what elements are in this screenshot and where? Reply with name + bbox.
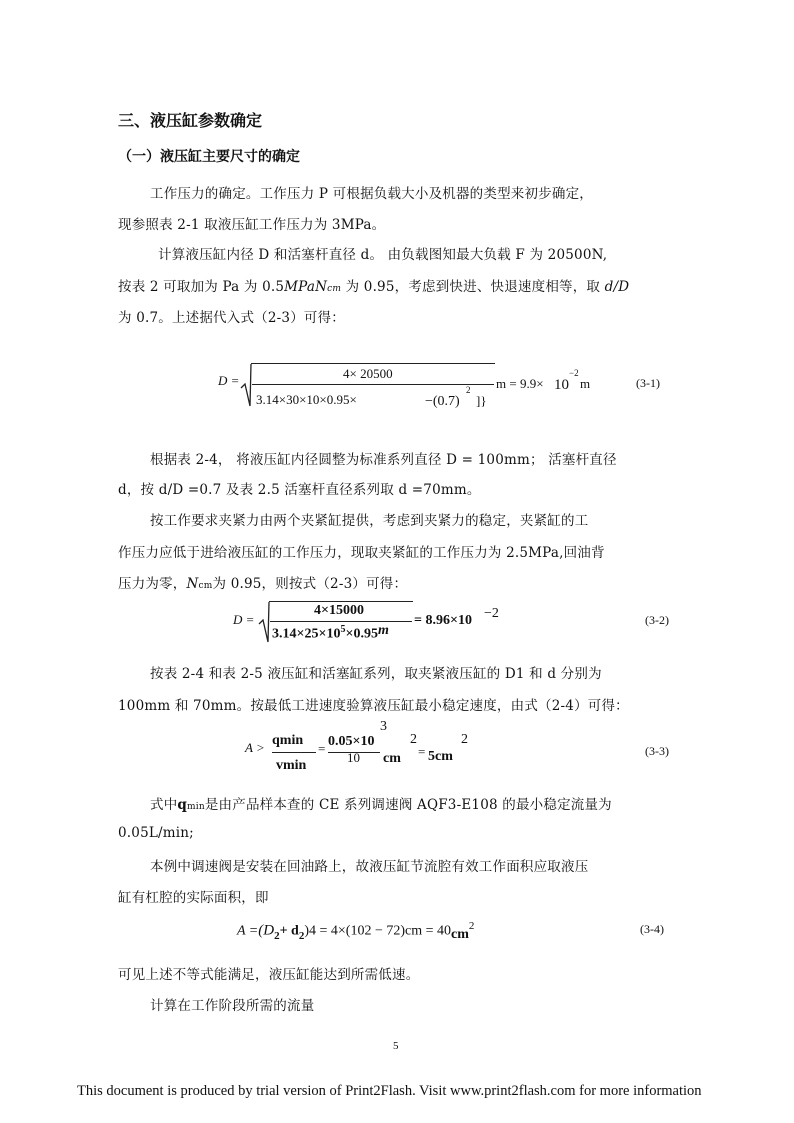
eq2-den-text: 3.14×25×10 [272, 626, 341, 642]
eq2-denominator [272, 624, 389, 643]
eq3-unit: cm [383, 751, 401, 766]
eq3-denominator: 10 [347, 750, 360, 765]
text-segment: 是由产品样本查的 CE 系列调速阀 AQF3-E108 的最小稳定流量为 [204, 797, 612, 813]
eq1-unit: m [580, 376, 591, 391]
eq2-radical-bar [269, 601, 413, 602]
eq2-numerator: 4×15000 [314, 603, 364, 618]
subscript: cm [327, 284, 342, 294]
paragraph-5-line-1: 按表 2-4 和表 2-5 液压缸和活塞缸系列，取夹紧液压缸的 D1 和 d 分别为 [150, 666, 602, 682]
eq3-v-sub: min [283, 758, 307, 773]
eq4-d-term: (D [258, 922, 275, 939]
symbol-text: N [186, 576, 199, 592]
eq2-lhs: D = [233, 612, 255, 627]
paragraph-7-line-2: 缸有杠腔的实际面积，即 [118, 890, 269, 906]
eq3-q-sub: min [279, 733, 304, 748]
eq3-result-exponent: 2 [461, 732, 468, 747]
eq1-radical-bar [251, 363, 495, 364]
eq4-d2-sub: 2 [298, 929, 305, 942]
text-segment: 压力为零， [118, 576, 187, 592]
eq1-brace: ]} [476, 393, 487, 408]
eq3-result: 5cm [428, 749, 453, 764]
eq1-exponent: −2 [569, 368, 579, 378]
eq4-number: (3-4) [640, 922, 664, 936]
text-segment: 式中 [150, 797, 178, 813]
paragraph-5-line-2: 100mm 和 70mm。按最低工进速度验算液压缸最小稳定速度，由式（2-4）可得： [118, 698, 629, 714]
text-segment: 为 0.95，则按式（2-3）可得： [212, 576, 408, 592]
eq3-equals-2: = [418, 744, 426, 759]
eq3-v-min [276, 758, 306, 774]
trial-watermark-footer: This document is produced by trial version of Print2Flash. Visit www.print2flash.com for more information [77, 1083, 702, 1099]
text-segment: 为 0.95，考虑到快进、快退速度相等，取 [341, 279, 605, 295]
eq1-denominator: 3.14×30×10×0.95× [256, 392, 357, 407]
eq1-lhs: D = [218, 373, 240, 388]
eq1-fraction-bar [252, 384, 494, 385]
paragraph-4-line-1: 按工作要求夹紧力由两个夹紧缸提供，考虑到夹紧力的稳定，夹紧缸的工 [150, 513, 589, 529]
paragraph-2-line-3: 为 0.7。上述据代入式（2-3）可得： [118, 310, 346, 326]
eq4-expression [237, 920, 474, 940]
eq3-q-min [272, 733, 303, 749]
paragraph-8-line-2: 计算在工作阶段所需的流量 [150, 998, 315, 1014]
eq2-den-m: m [377, 622, 389, 638]
eq1-radical [240, 362, 252, 408]
paragraph-1-line-1: 工作压力的确定。工作压力 P 可根据负载大小及机器的类型来初步确定， [150, 186, 593, 202]
eq3-number: (3-3) [645, 744, 669, 758]
section-heading: 三、液压缸参数确定 [118, 111, 263, 130]
paragraph-6-line-2: 0.05L/min; [118, 825, 194, 841]
paragraph-4-line-3 [118, 572, 407, 592]
paragraph-3-line-2: d，按 d/D =0.7 及表 2.5 活塞杆直径系列取 d =70mm。 [118, 482, 481, 498]
eq4-rest: )4 = 4×(102 − 72)cm = 40 [304, 923, 452, 939]
eq2-exponent: −2 [484, 606, 499, 621]
paragraph-2-line-1: 计算液压缸内径 D 和活塞杆直径 d。 由负载图知最大负载 F 为 20500N, [158, 247, 608, 263]
paragraph-2-line-2 [118, 275, 629, 295]
paragraph-8-line-1: 可见上述不等式能满足，液压缸能达到所需低速。 [118, 967, 420, 983]
eq3-numerator-exponent: 3 [380, 719, 387, 734]
eq4-exponent: 2 [468, 920, 475, 932]
eq2-den-exponent: 5 [340, 624, 346, 635]
eq4-d-sub: 2 [274, 929, 280, 942]
eq1-mid-term: −(0.7) [425, 394, 460, 409]
paragraph-1-line-2: 现参照表 2-1 取液压缸工作压力为 3MPa。 [118, 217, 386, 233]
eq2-number: (3-2) [645, 613, 669, 627]
eq2-fraction-bar [270, 621, 412, 622]
eq1-number: (3-1) [636, 376, 660, 390]
eq4-unit: cm [451, 926, 469, 942]
eq3-fraction-bar-1 [272, 752, 316, 753]
eq1-numerator: 4× 20500 [343, 366, 393, 381]
eq3-numerator: 0.05×10 [328, 734, 375, 749]
eq2-den-tail: ×0.95 [345, 626, 378, 642]
eq1-mid-exponent: 2 [466, 385, 471, 395]
ratio-text: d/D [604, 279, 630, 295]
subsection-heading: （一）液压缸主要尺寸的确定 [118, 149, 300, 165]
eq3-unit-exponent: 2 [410, 732, 417, 747]
subscript: min [187, 802, 205, 812]
text-segment: 按表 2 可取加为 Pa 为 0.5 [118, 279, 285, 295]
eq4-lhs: A = [237, 923, 259, 939]
page-number: 5 [393, 1040, 399, 1052]
unit-text: MPaN [284, 279, 328, 295]
eq1-ten: 10 [554, 377, 569, 393]
symbol-text: q [177, 797, 188, 813]
paragraph-3-line-1: 根据表 2-4， 将液压缸内径圆整为标准系列直径 D = 100mm； 活塞杆直径 [150, 452, 617, 468]
eq3-q: q [272, 733, 280, 748]
eq3-equals: = [318, 741, 326, 756]
paragraph-6-line-1 [150, 793, 612, 813]
eq3-lhs: A > [245, 740, 265, 755]
subscript: cm [198, 581, 213, 591]
eq2-result: = 8.96×10 [414, 613, 472, 628]
eq2-radical [258, 600, 270, 644]
eq4-plus-d: + d [279, 923, 299, 939]
paragraph-7-line-1: 本例中调速阀是安装在回油路上，故液压缸节流腔有效工作面积应取液压 [150, 859, 589, 875]
eq3-v: v [276, 758, 283, 773]
eq1-result: m = 9.9× [496, 376, 544, 391]
paragraph-4-line-2: 作压力应低于进给液压缸的工作压力，现取夹紧缸的工作压力为 2.5MPa,回油背 [118, 545, 605, 561]
